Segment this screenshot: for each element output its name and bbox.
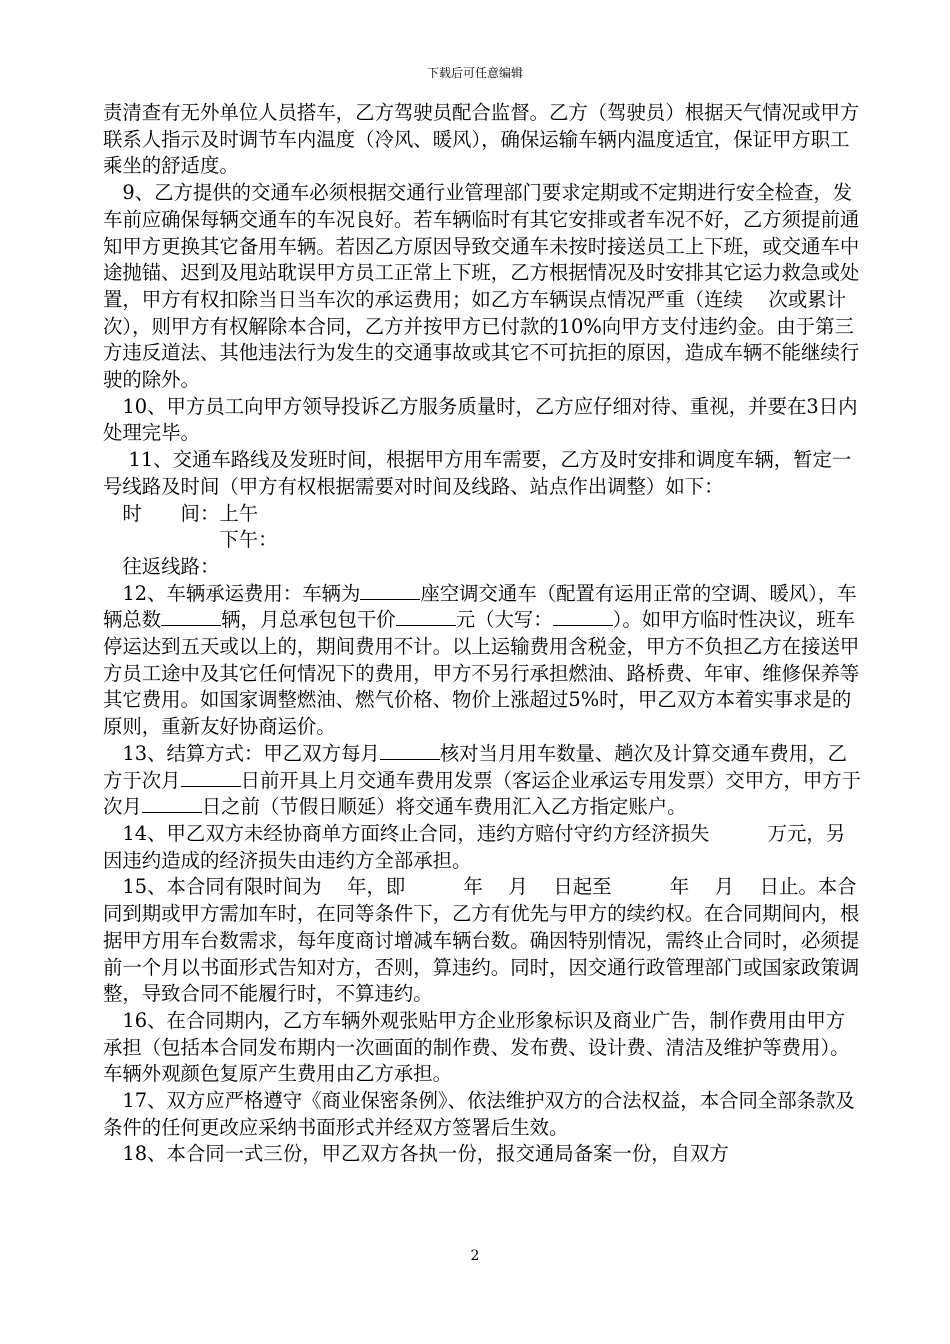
clause-12-text-e: ）。如甲方临时性决议，班车停运达到五天或以上的，期间费用不计。以上运输费用含税金，甲方不负担乙方在接送甲方员工途中及其它任何情况下的费用，甲方不另行承担燃油、路桥费、年审、维修保养等其它费用。如国家调整燃油、燃气价格、物价上涨超过5%时，甲乙双方本着实事求是的原则，重新友好协商运价。 — [103, 608, 860, 739]
page-number: 2 — [470, 1248, 480, 1264]
clause-13-text-b: 核对当月用车数量、趟次及计算交通车费用，乙方于次月 — [103, 741, 847, 792]
clause-14: 14、甲乙双方未经协商单方面终止合同，违约方赔付守约方经济损失 万元，另因违约造成的经济损失由违约方全部承担。 — [103, 821, 846, 872]
blank-monthly-price — [396, 607, 456, 626]
clause-9: 9、乙方提供的交通车必须根据交通行业管理部门要求定期或不定期进行安全检查，发车前应确保每辆交通车的车况良好。若车辆临时有其它安排或者车况不好，乙方须提前通知甲方更换其它备用车辆。若因乙方原因导致交通车未按时接送员工上下班，或交通车中途抛锚、迟到及甩站耽误甲方员工正常上下班，乙方根据情况及时安排其它运力救急或处置，甲方有权扣除当日当车次的承运费用；如乙方车辆误点情况严重（连续 次或累计 次），则甲方有权解除本合同，乙方并按甲方已付款的10%向甲方支付违约金。由于第三方违反道法、其他违法行为发生的交通事故或其它不可抗拒的原因，造成车辆不能继续行驶的除外。 — [103, 181, 872, 392]
clause-18: 18、本合同一式三份，甲乙双方各执一份，报交通局备案一份，自双方 — [103, 1142, 729, 1166]
clause-12-text-c: 辆，月总承包包干价 — [221, 608, 396, 632]
blank-price-in-words — [553, 607, 613, 626]
clause-16: 16、在合同期内，乙方车辆外观张贴甲方企业形象标识及商业广告，制作费用由甲方承担（包括本合同发布期内一次画面的制作费、发布费、设计费、清洁及维护等费用）。车辆外观颜色复原产生费用由乙方承担。 — [103, 1008, 850, 1086]
blank-invoice-day — [181, 768, 241, 787]
clause-17: 17、双方应严格遵守《商业保密条例》、依法维护双方的合法权益，本合同全部条款及条件的任何更改应采纳书面形式并经双方签署后生效。 — [103, 1089, 855, 1139]
clause-13 — [103, 741, 863, 821]
clause-10: 10、甲方员工向甲方领导投诉乙方服务质量时，乙方应仔细对待、重视，并要在3日内处理完毕。 — [103, 394, 858, 445]
clause-11: 11、交通车路线及发班时间，根据甲方用车需要，乙方及时安排和调度车辆，暂定一号线路及时间（甲方有权根据需要对时间及线路、站点作出调整）如下： — [103, 448, 852, 498]
clause-12-text-b: 座空调交通车（配置有运用正常的空调、暖风），车辆总数 — [103, 581, 857, 632]
schedule-route: 往返线路： — [103, 554, 220, 578]
clause-13-text-d: 日之前（节假日顺延）将交通车费用汇入乙方指定账户。 — [201, 795, 687, 819]
schedule-time-am: 时 间：上午 — [103, 501, 259, 525]
blank-check-day — [380, 741, 440, 760]
clause-12-text-d: 元（大写： — [455, 608, 553, 632]
blank-vehicle-count — [161, 607, 221, 626]
blank-payment-day — [142, 794, 202, 813]
schedule-time-pm: 下午： — [103, 528, 278, 552]
clause-15: 15、本合同有限时间为 年，即 年 月 日起至 年 月 日止。本合同到期或甲方需加车时，在同等条件下，乙方有优先与甲方的续约权。在合同期间内，根据甲方用车台数需求，每年度商讨增减车辆台数。确因特别情况，需终止合同时，必须提前一个月以书面形式告知对方，否则，算违约。同时，因交通行政管理部门或国家政策调整，导致合同不能履行时，不算违约。 — [103, 875, 860, 1006]
blank-seats — [360, 581, 420, 600]
document-body — [103, 100, 872, 1168]
clause-13-text-c: 日前开具上月交通车费用发票（客运企业承运专用发票）交甲方，甲方于次月 — [103, 768, 862, 819]
page-header-note: 下载后可任意编辑 — [426, 66, 523, 80]
paragraph-continuation: 责清查有无外单位人员搭车，乙方驾驶员配合监督。乙方（驾驶员）根据天气情况或甲方联系人指示及时调节车内温度（冷风、暖风），确保运输车辆内温度适宜，保证甲方职工乘坐的舒适度。 — [103, 101, 860, 178]
clause-12-text-a: 12、车辆承运费用：车辆为 — [103, 581, 361, 605]
clause-12 — [103, 581, 863, 741]
clause-13-text-a: 13、结算方式：甲乙双方每月 — [103, 741, 380, 765]
